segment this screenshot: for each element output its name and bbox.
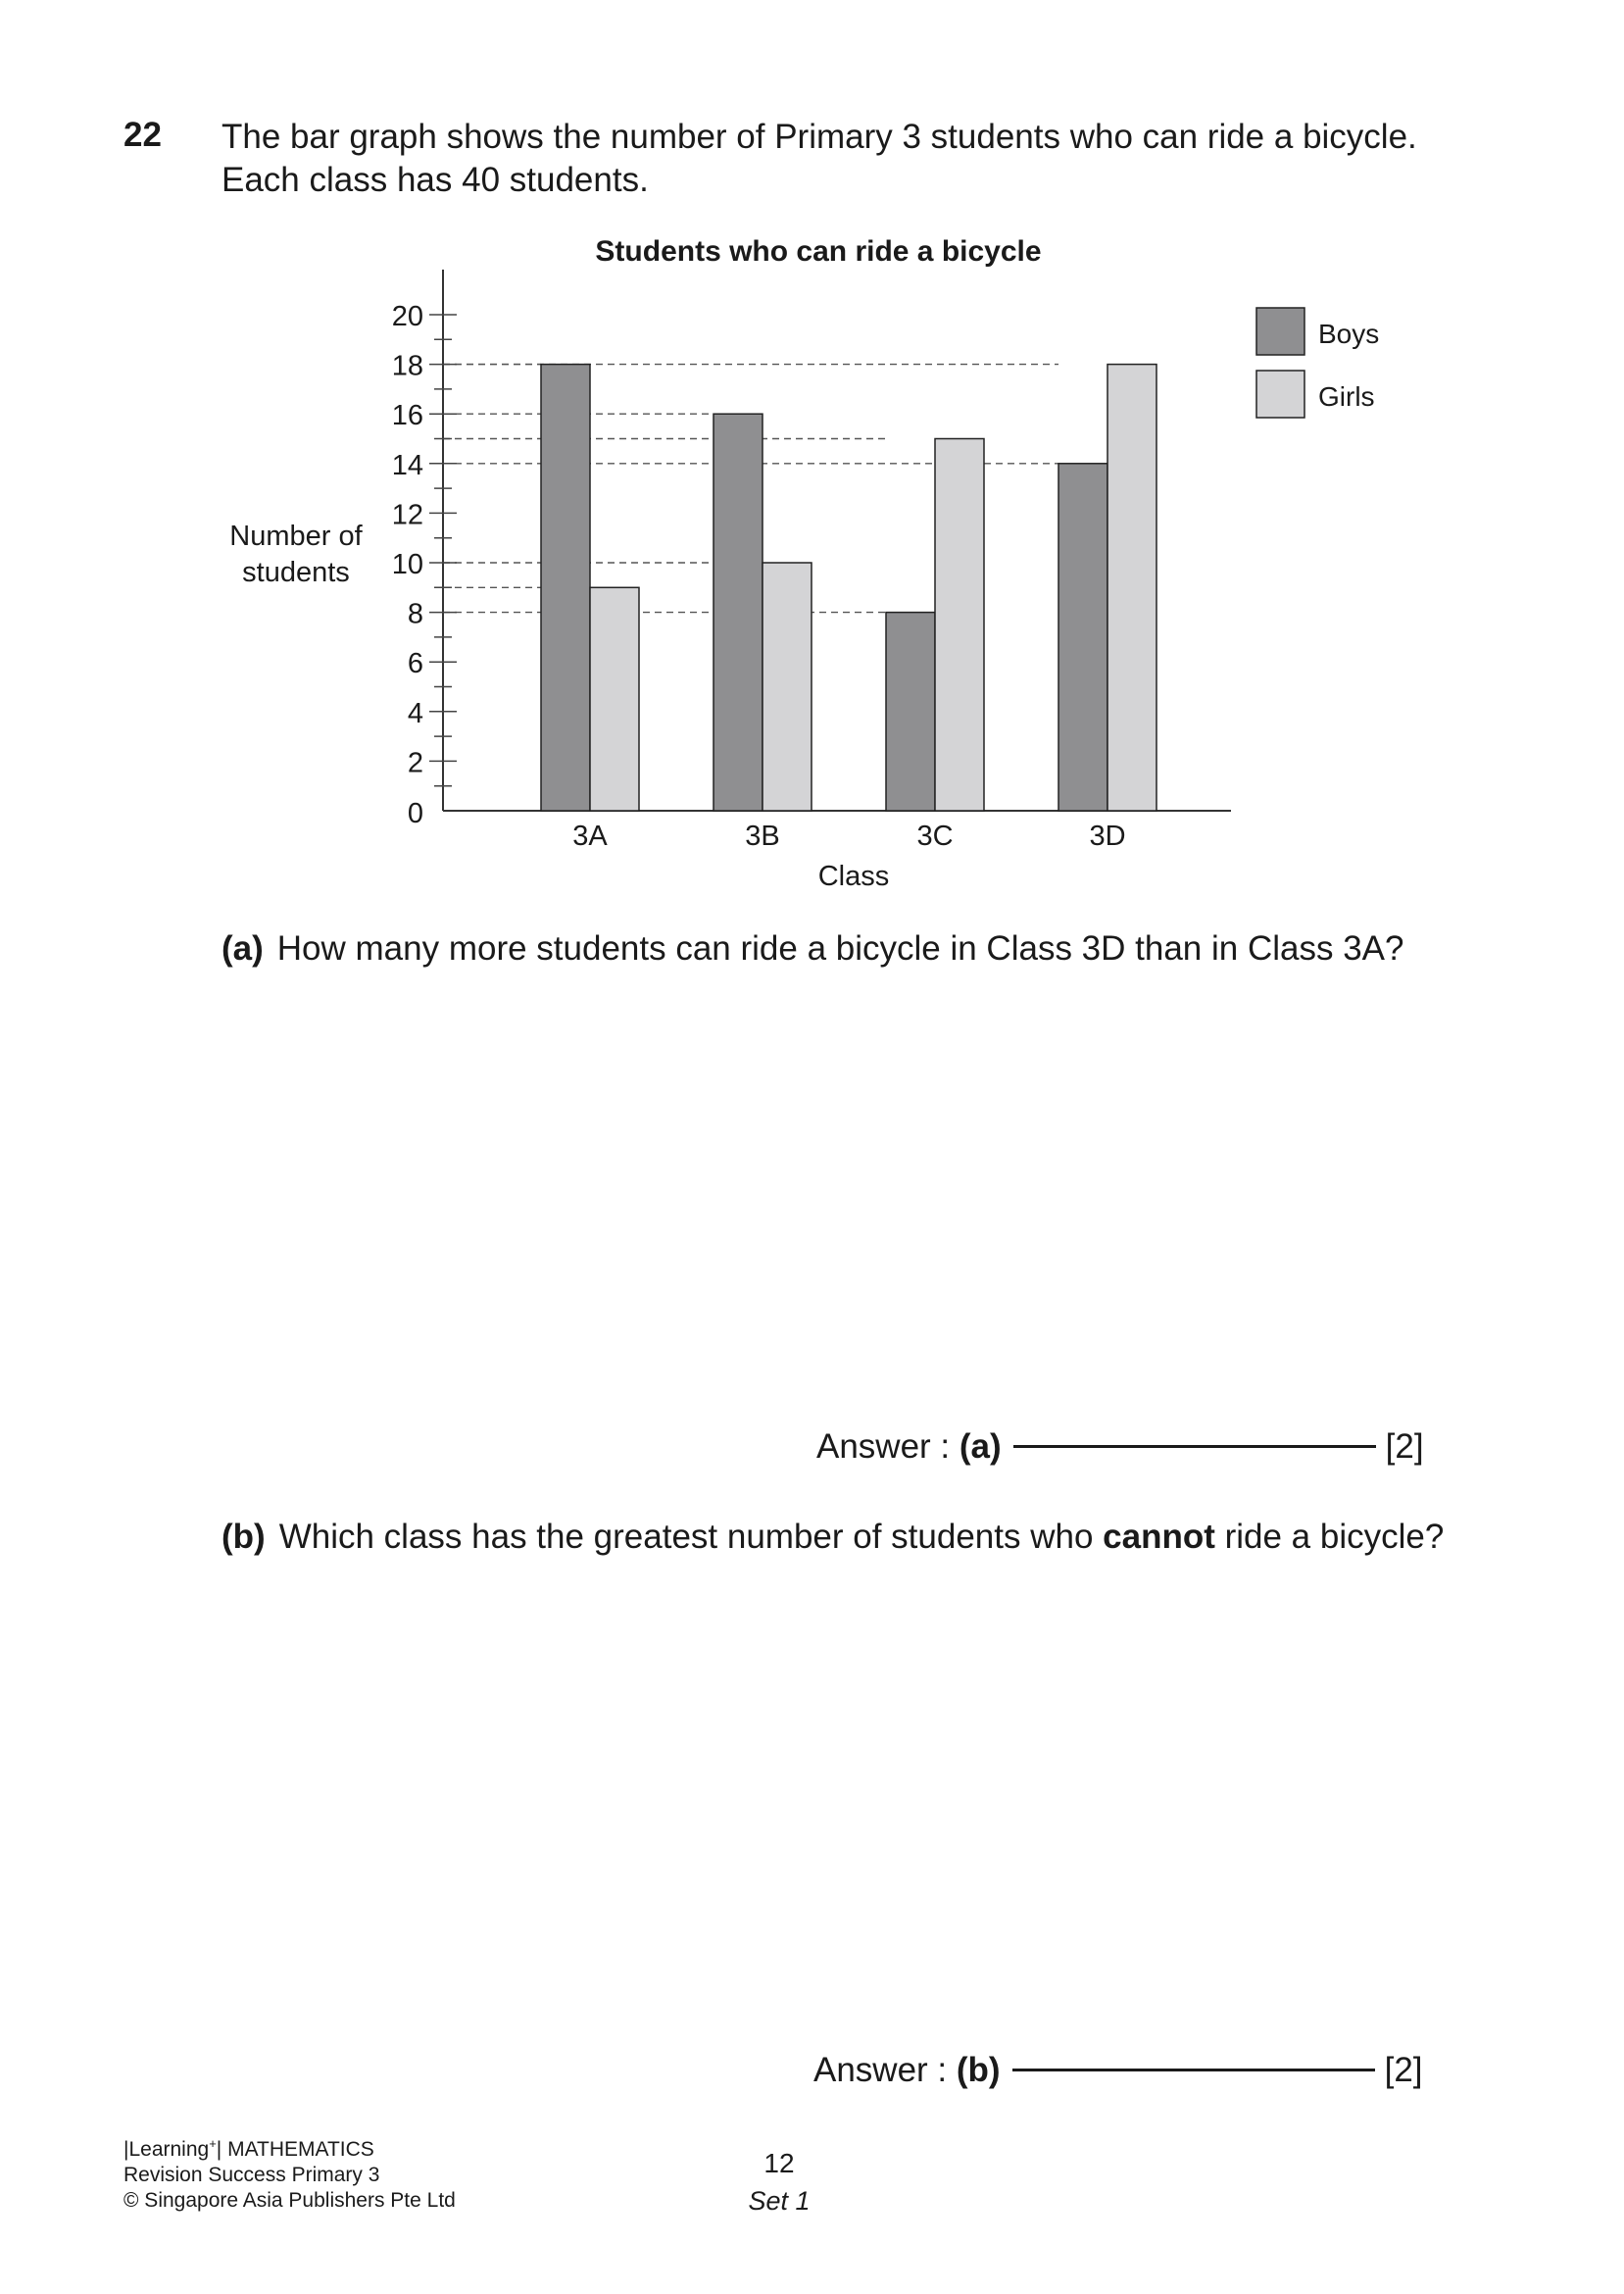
bar-chart: [0, 0, 1624, 941]
y-tick-label: 10: [391, 549, 423, 580]
legend-label-girls: Girls: [1318, 381, 1375, 412]
y-tick-label: 12: [391, 499, 423, 531]
bar-girls-3D: [1107, 365, 1156, 811]
part-b-label: (b): [221, 1518, 266, 1556]
answer-a-marks: [2]: [1385, 1427, 1424, 1466]
part-a-text: How many more students can ride a bicycle in Class 3D than in Class 3A?: [276, 929, 1404, 968]
part-b-text-before: Which class has the greatest number of students who: [278, 1518, 1104, 1556]
footer-page-info: [725, 2145, 833, 2219]
bar-girls-3C: [935, 439, 984, 812]
bar-girls-3B: [763, 563, 812, 811]
part-a-label: (a): [221, 929, 264, 968]
question-stem-line-1: The bar graph shows the number of Primary 3 students who can ride a bicycle.: [221, 118, 1417, 156]
y-axis-label-line-2: students: [242, 557, 350, 588]
y-tick-label: 0: [407, 798, 423, 829]
footer-book: Revision Success Primary 3: [123, 2164, 380, 2186]
part-b-text-after: ride a bicycle?: [1214, 1518, 1445, 1556]
part-a-question: [221, 929, 1403, 969]
y-tick-label: 6: [407, 648, 423, 680]
answer-a-label: (a): [959, 1427, 1002, 1466]
x-tick-label-3B: 3B: [745, 821, 780, 852]
x-tick-label-3A: 3A: [572, 821, 608, 852]
footer-publication-info: [123, 2131, 456, 2214]
y-tick-label: 8: [407, 598, 423, 630]
part-b-question: [221, 1518, 1444, 1557]
answer-b-label: (b): [956, 2051, 1001, 2089]
set-label: Set 1: [748, 2186, 811, 2216]
answer-a-blank[interactable]: [1013, 1445, 1376, 1448]
bar-boys-3C: [886, 613, 935, 811]
footer-copyright: © Singapore Asia Publishers Pte Ltd: [123, 2189, 456, 2212]
bar-boys-3D: [1058, 464, 1107, 811]
part-b-text-bold: cannot: [1103, 1518, 1215, 1556]
y-axis-label-line-1: Number of: [229, 521, 363, 552]
x-tick-label-3D: 3D: [1089, 821, 1126, 852]
answer-line-b: [813, 2051, 1423, 2090]
y-tick-label: 18: [391, 350, 423, 382]
y-tick-label: 4: [407, 697, 423, 729]
legend-swatch-boys: [1256, 308, 1304, 355]
legend-swatch-girls: [1256, 371, 1304, 418]
x-tick-label-3C: 3C: [916, 821, 954, 852]
chart-title: Students who can ride a bicycle: [595, 235, 1042, 268]
answer-line-a: [816, 1427, 1424, 1467]
answer-a-prefix: Answer :: [816, 1427, 951, 1466]
y-tick-label: 14: [391, 449, 423, 481]
answer-b-blank[interactable]: [1012, 2069, 1375, 2071]
x-axis-label: Class: [817, 861, 890, 892]
bar-boys-3B: [714, 414, 763, 811]
page-number: 12: [763, 2148, 795, 2178]
bar-girls-3A: [590, 587, 639, 811]
answer-b-prefix: Answer :: [813, 2051, 948, 2089]
question-number: 22: [123, 116, 162, 154]
legend-label-boys: Boys: [1318, 319, 1380, 349]
answer-b-marks: [2]: [1384, 2051, 1423, 2089]
bar-boys-3A: [541, 365, 590, 811]
y-tick-label: 16: [391, 400, 423, 432]
footer-series: |Learning+| MATHEMATICS: [123, 2136, 374, 2161]
question-stem-line-2: Each class has 40 students.: [221, 161, 649, 199]
y-tick-label: 2: [407, 747, 423, 779]
y-tick-label: 20: [391, 301, 423, 332]
